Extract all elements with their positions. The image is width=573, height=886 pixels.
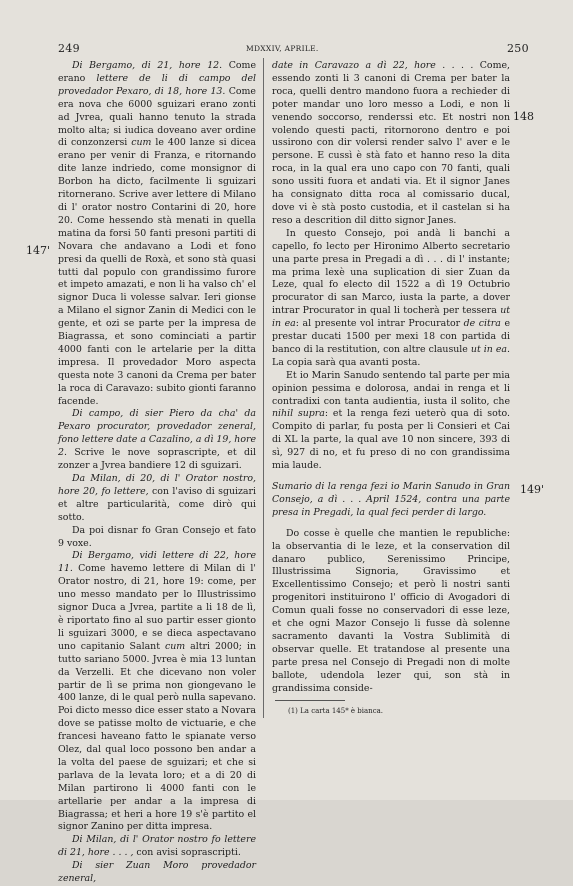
page-number-left: 249 [58, 42, 80, 55]
paragraph: Di Milan, di l' Orator nostro fo lettere di 21, hore . . . , con avisi soprascripti. [58, 834, 256, 859]
paragraph: Do cosse è quelle che mantien le republiche: la observantia di le leze, et la conservation dil danaro publico, Serenissimo Principe, Illustrissima Signoria, Gravissimo et Excellentissimo Consejo; et però li nostri santi progenitori instituirono l' officio di Avogadori di Comun quali fosse no conservadori di esse leze, et che ogni Mazor Consejo li fusse dà solenne sacramento davanti la Vostra Sublimità di observar quelle. Et tratandose al presente una parte presa nel Consejo di Pregadi non di molte ballote, udendola lezer qui, son stà in grandissima conside- [272, 527, 510, 694]
paragraph: Da poi disnar fo Gran Consejo et fato 9 voxe. [58, 524, 256, 549]
margin-number: 147' [26, 244, 51, 257]
right-column [272, 60, 510, 696]
paragraph: Sumario di la renga fezi io Marin Sanudo in Gran Consejo, a dì . . . April 1524, contra una parte presa in Pregadi, la qual feci perder di largo. [272, 481, 510, 518]
paragraph: date in Caravazo a dì 22, hore . . . . Come, essendo zonti li 3 canoni di Crema per bater la roca, quelli dentro mandono fuora a rechieder di poter mandar uno loro messo a Lodi, e non li venendo soccorso, renderssi etc. Et nostri non volendo questi pacti, ritornorono dentro e poi ussirono con dir volersi render salvo l' aver e le persone. E cussì è stà fato et hanno reso la dita roca, in la qual era uno capo con 70 fanti, quali sono ussiti fuora et andati via. Et il signor Janes ha consignato ditta roca al comissario ducal, dove vi è stà posto custodia, et il castelan si ha reso a descrition dil ditto signor Janes. [272, 60, 510, 226]
paragraph: Di sier Zuan Moro provedador zeneral, [58, 860, 256, 885]
footnote: (1) La carta 145* è bianca. [288, 707, 384, 715]
paragraph: In questo Consejo, poi andà li banchi a capello, fo lecto per Hironimo Alberto secretario una parte presa in Pregadi a dì . . . di l' instante; ma prima lexè una suplication di sier Zuan da Leze, qual fo electo dil 1522 a dì 19 Octubrio procurator di san Marco, iusta la parte, a dover intrar Procurator in qual li tocherà per tessera ut in ea: al presente vol intrar Procurator de citra e prestar ducati 1500 per mexi 18 con partida di banco di la restitution, con altre clausule ut in ea. La copia sarà qua avanti posta. [272, 227, 510, 368]
paragraph: Di Bergamo, di 21, hore 12. Come erano lettere de li di campo del provedador Pexaro, di 18, hore 13. Come era nova che 6000 sguizari erano zonti ad Jvrea, quali hanno tenuto la strada molto alta; si iudica doveano aver ordine di conzonzersi cum le 400 lanze si dicea erano per venir di Franza, e ritornando dite lanze indriedo, come monsignor di Borbon ha dicto, facilmente li sguizari ritornerano. Scrive aver lettere di Milano di l' orator nostro Contarini di 20, hore 20. Come hessendo stà menati in quella matina da forsi 50 fanti presoni partiti di Novara che andavano a Lodi et fono presi da quelli de Roxà, et sono stà quasi tutti dal populo con grandissimo furore et impeto amazati, e non li ha valso ch' el signor Duca li volesse salvar. Ieri gionse a Milano el signor Zanin di Medici con le gente, et ozi se parte per la impresa de Biagrassa, et sono cominciati a partir 4000 fanti con le artelarie per la ditta impresa. Il provedador Moro aspecta questa note 3 canoni da Crema per bater la roca di Caravazo: subito gionti faranno facende. [58, 60, 257, 407]
left-column [58, 60, 256, 886]
paragraph: Di Bergamo, vidi lettere di 22, hore 11. Come havemo lettere di Milan di l' Orator nostro, di 21, hore 19: come, per uno messo mandato per lo Illustrissimo signor Duca a Jvrea, partite a li 18 de lì, è riportato fino al suo partir esser gionto li sguizari 3000, e se dieca aspectavano uno capitanio Salant cum altri 2000; in tutto sariano 5000. Jvrea è mia 13 luntan da Verzelli. Et che dicevano non voler partir de lì se prima non giongevano le 400 lanze, di le qual però nulla sapevano. Poi dicto messo dice esser stato a Novara dove se patisse molto de victuarie, e che francesi haveano fatto le spianate verso Olez, dal qual loco possono ben andar a la volta del paese de sguizari; et che si parlava de la levata loro; et a di 20 di Milan partirono li 4000 fanti con le artellarie per andar a la impresa di Biagrassa; et heri a hore 19 s'è partito el signor Zanino per ditta impresa. [58, 550, 256, 833]
footnote-rule [275, 700, 345, 701]
paragraph: Et io Marin Sanudo sentendo tal parte per mia opinion pessima e dolorosa, andai in renga et li contradixi con tanta audientia, iusta il solito, che nihil supra: et la renga fezi ueterò qua di soto. Compito di parlar, fu posta per li Consieri et Cai di XL la parte, la qual ave 10 non sincere, 393 di sì, 927 di no, et fu preso di no con grandissima mia laude. [272, 369, 510, 472]
paragraph: Da Milan, di 20, di l' Orator nostro, hore 20, fo lettere, con l'aviso di sguizari et altre particularità, come dirò qui sotto. [58, 473, 256, 523]
running-head: MDXXIV, APRILE. [246, 44, 319, 53]
margin-number: 148 [513, 110, 534, 123]
column-divider [263, 58, 264, 718]
paragraph: Di campo, di sier Piero da cha' da Pexaro procurator, provedador zeneral, fono lettere date a Cazalino, a dì 19, hore 2. Scrive le nove soprascripte, et dil zonzer a Jvrea bandiere 12 di sguizari. [58, 408, 256, 472]
margin-number: 149' [520, 483, 545, 496]
page-number-right: 250 [507, 42, 529, 55]
